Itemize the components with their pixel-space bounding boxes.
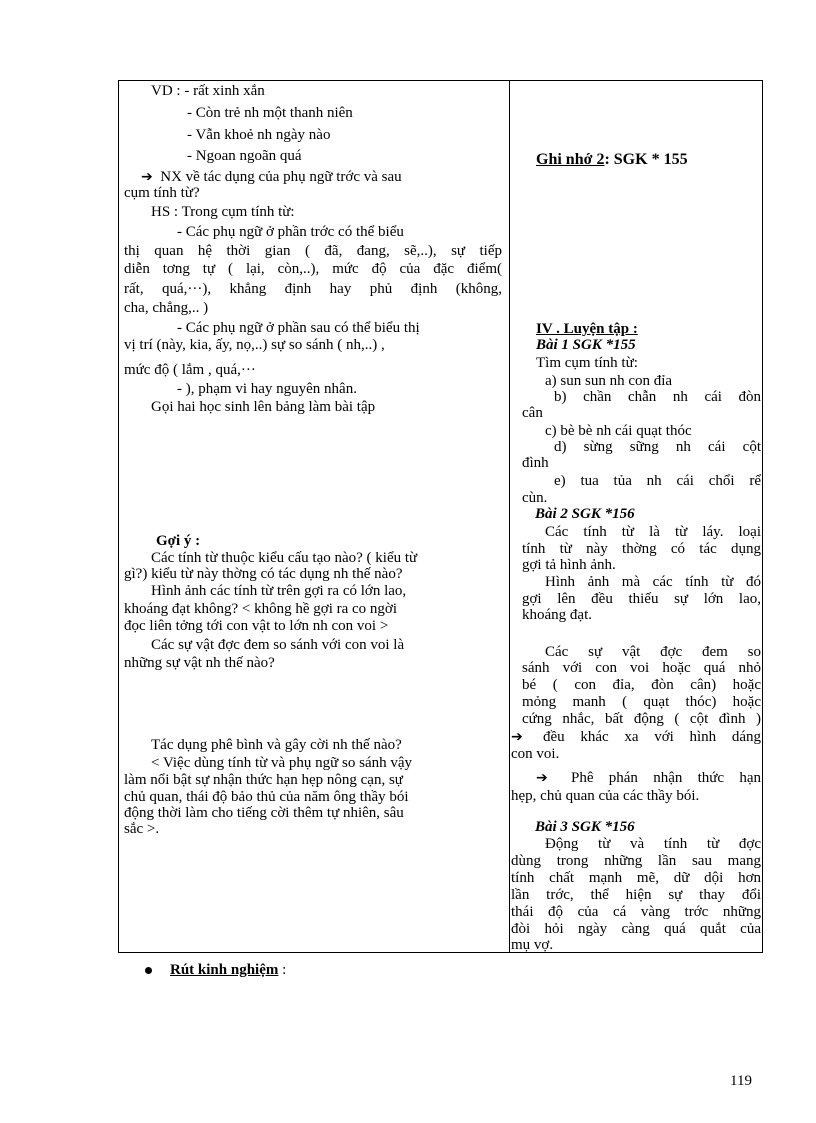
right-line: tính từ này thờng có tác dụng xyxy=(522,541,761,557)
left-line: Tác dụng phê bình và gây cời nh thế nào? xyxy=(151,737,402,753)
right-line: đình xyxy=(522,455,549,471)
memo-ref: : SGK * 155 xyxy=(604,151,688,168)
left-line: thị quan hệ thời gian ( đã, đang, sẽ,..), sự tiếp xyxy=(124,243,502,259)
right-line: mụ vợ. xyxy=(511,937,554,953)
right-line: cùn. xyxy=(522,490,548,506)
left-line: đọc liên tởng tới con vật to lớn nh con voi > xyxy=(124,618,389,634)
bullet-icon xyxy=(145,967,152,974)
right-line: Các tính từ là từ láy. loại xyxy=(545,524,761,540)
left-line: - ), phạm vi hay nguyên nhân. xyxy=(177,381,357,397)
right-line: d) sừng sững nh cái cột xyxy=(554,439,761,455)
left-line: - Còn trẻ nh một thanh niên xyxy=(187,105,353,121)
right-line: Các sự vật đợc đem so xyxy=(545,644,761,660)
left-line: vị trí (này, kia, ấy, nọ,..) sự so sánh ( nh,..) , xyxy=(124,337,385,353)
page-number: 119 xyxy=(730,1073,752,1089)
right-line: lần trớc, thể hiện sự thay đổi xyxy=(511,887,761,903)
left-line: - Các phụ ngữ ở phần sau có thể biểu thị xyxy=(177,320,420,336)
arrow-right-icon: ➔ xyxy=(536,770,548,786)
left-line: diễn tơng tự ( lại, còn,..), mức độ của đặc điểm( xyxy=(124,261,502,277)
arrow-right-icon: ➔ xyxy=(511,729,523,745)
right-line: tính chất mạnh mẽ, dữ dội hơn xyxy=(511,870,761,886)
right-text: đều khác xa với hình dáng xyxy=(543,729,761,745)
right-line: cứng nhắc, bất động ( cột đình ) xyxy=(522,711,761,727)
practice-heading: IV . Luyện tập : xyxy=(536,321,638,337)
right-line: gợi tả hình ảnh. xyxy=(522,557,616,573)
right-line: Tìm cụm tính từ: xyxy=(536,355,638,371)
memo-label: Ghi nhớ 2 xyxy=(536,151,605,168)
left-line: Các sự vật đợc đem so sánh với con voi là xyxy=(151,637,405,653)
left-line: cụm tính từ? xyxy=(124,185,200,201)
right-line: khoáng đạt. xyxy=(522,607,592,623)
right-line: c) bè bè nh cái quạt thóc xyxy=(545,423,692,439)
lessons-learned-label: Rút kinh nghiệm xyxy=(170,962,279,978)
right-line: mỏng manh ( quạt thóc) hoặc xyxy=(522,694,761,710)
right-line: sánh với con voi hoặc quá nhỏ xyxy=(522,660,761,676)
left-line: cha, chẳng,.. ) xyxy=(124,300,209,316)
arrow-right-icon: ➔ xyxy=(141,169,153,185)
left-line: Gọi hai học sinh lên bảng làm bài tập xyxy=(151,399,376,415)
left-line: - Ngoan ngoãn quá xyxy=(187,148,302,164)
left-line-with-arrow xyxy=(141,169,402,186)
memo-heading xyxy=(536,151,688,168)
left-line: làm nổi bật sự nhận thức hạn hẹp nông cạn, sự xyxy=(124,772,403,788)
right-line-with-arrow xyxy=(511,729,761,746)
left-text: NX về tác dụng của phụ ngữ trớc và sau xyxy=(160,169,402,185)
exercise-3-heading: Bài 3 SGK *156 xyxy=(535,819,635,835)
right-line: Động từ và tính từ đợc xyxy=(545,836,761,852)
right-line: thái độ của cá vàng trớc những xyxy=(511,904,761,920)
right-line: b) chần chẫn nh cái đòn xyxy=(554,389,761,405)
right-line: e) tua tủa nh cái chổi rể xyxy=(554,473,761,489)
left-line: gì?) kiểu từ này thờng có tác dụng nh thế nào? xyxy=(124,566,403,582)
left-line: rất, quá,···), khẳng định hay phủ định (không, xyxy=(124,281,502,297)
right-line: hẹp, chủ quan của các thầy bói. xyxy=(511,788,700,804)
left-line: những sự vật nh thế nào? xyxy=(124,655,275,671)
lessons-learned xyxy=(145,962,286,979)
column-divider xyxy=(509,81,510,952)
left-line: khoáng đạt không? < không hề gợi ra co ngời xyxy=(124,601,398,617)
right-text: Phê phán nhận thức hạn xyxy=(571,770,761,786)
left-line: động thời làm cho tiếng cời thêm tự nhiên, sâu xyxy=(124,805,404,821)
hint-heading: Gợi ý : xyxy=(156,533,201,549)
exercise-1-heading: Bài 1 SGK *155 xyxy=(536,337,636,353)
exercise-2-heading: Bài 2 SGK *156 xyxy=(535,506,635,522)
lesson-table xyxy=(118,80,763,953)
right-line: Hình ảnh mà các tính từ đó xyxy=(545,574,761,590)
left-line: - Vẫn khoẻ nh ngày nào xyxy=(187,127,331,143)
left-line: chủ quan, thái độ bảo thủ của năm ông thầy bói xyxy=(124,789,409,805)
right-line: gợi lên đều thiếu sự lớn lao, xyxy=(522,591,761,607)
left-line: HS : Trong cụm tính từ: xyxy=(151,204,295,220)
left-line: Hình ảnh các tính từ trên gợi ra có lớn lao, xyxy=(151,583,407,599)
lessons-learned-colon: : xyxy=(278,962,287,978)
left-line: sắc >. xyxy=(124,821,160,837)
left-line: VD : - rất xinh xắn xyxy=(151,83,265,99)
left-line: Các tính từ thuộc kiểu cấu tạo nào? ( kiểu từ xyxy=(151,550,418,566)
right-line: đòi hỏi ngày càng quá quắt của xyxy=(511,921,761,937)
left-line: mức độ ( lắm , quá,··· xyxy=(124,362,256,378)
right-line-with-arrow xyxy=(536,770,761,787)
left-line: < Việc dùng tính từ và phụ ngữ so sánh vậy xyxy=(151,755,413,771)
right-line: dùng trong những lần sau mang xyxy=(511,853,761,869)
right-line: a) sun sun nh con đỉa xyxy=(545,373,673,389)
right-line: bé ( con đỉa, đòn cân) hoặc xyxy=(522,677,761,693)
right-line: cân xyxy=(522,405,543,421)
right-line: con voi. xyxy=(511,746,560,762)
left-line: - Các phụ ngữ ở phần trớc có thể biểu xyxy=(177,224,404,240)
